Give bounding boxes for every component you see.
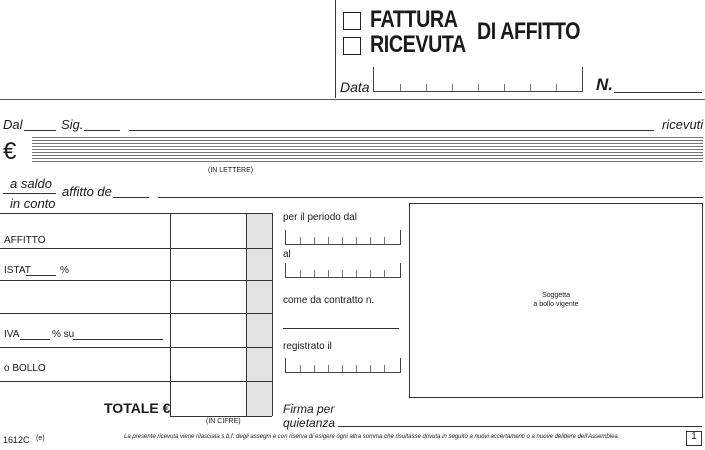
numero-label: N. <box>596 75 613 94</box>
header-divider <box>335 0 336 98</box>
dal-field[interactable] <box>24 130 56 131</box>
data-date-field[interactable] <box>373 67 583 92</box>
saldo-divider <box>3 193 56 194</box>
stamp-text-2: a bollo vigente <box>533 301 579 308</box>
legal-note: La presente ricevuta viene rilasciata s.b.f. degli assegni e con riserva di esigere ogni altra somma che risultasse dovuta in seguito a nuovi accertamenti o a nuove delibere dell'Assemblea. <box>124 434 620 440</box>
contratto-label: come da contratto n. <box>283 295 375 306</box>
ricevuti-label: ricevuti <box>662 117 704 132</box>
a-saldo-label: a saldo <box>10 176 52 191</box>
data-label: Data <box>340 79 370 95</box>
affitto-de-label: affitto de <box>62 184 112 199</box>
fattura-checkbox[interactable] <box>343 12 361 30</box>
iva-field[interactable] <box>20 339 50 340</box>
al-date-field[interactable] <box>285 263 401 278</box>
iva-suffix: % su <box>52 329 75 340</box>
dal-label: Dal <box>3 117 23 132</box>
numero-field[interactable] <box>614 92 702 93</box>
firma-label-1: Firma per <box>283 402 335 416</box>
euro-sign: € <box>3 138 17 165</box>
sig-label: Sig. <box>61 117 84 132</box>
in-conto-label: in conto <box>10 196 56 211</box>
row-bollo-label: o BOLLO <box>4 363 46 374</box>
periodo-dal-date-field[interactable] <box>285 230 401 245</box>
totale-label: TOTALE € <box>104 400 171 416</box>
page-number: 1 <box>691 431 697 442</box>
in-cifre-label: (IN CIFRE) <box>206 418 241 425</box>
ricevuta-checkbox[interactable] <box>343 37 361 55</box>
section-divider <box>0 99 705 100</box>
form-code-suffix: (e) <box>36 435 45 442</box>
amount-in-words-field[interactable] <box>32 137 703 163</box>
registrato-date-field[interactable] <box>285 358 401 373</box>
firma-label-2: quietanza <box>283 416 336 430</box>
di-affitto-title: DI AFFITTO <box>477 18 581 45</box>
ricevuta-title: RICEVUTA <box>370 31 466 58</box>
in-lettere-label: (IN LETTERE) <box>208 167 254 174</box>
istat-field[interactable] <box>26 275 56 276</box>
affitto-de-field[interactable] <box>158 197 703 198</box>
iva-base-field[interactable] <box>73 339 163 340</box>
contratto-field[interactable] <box>283 328 399 329</box>
form-code: 1612C <box>3 435 30 445</box>
affitto-de-field-short[interactable] <box>113 197 149 198</box>
fattura-title: FATTURA <box>370 6 458 33</box>
al-label: al <box>283 249 291 260</box>
stamp-text-1: Soggetta <box>541 292 571 299</box>
registrato-label: registrato il <box>283 341 332 352</box>
periodo-dal-label: per il periodo dal <box>283 212 357 223</box>
row-istat-label: ISTAT <box>4 265 31 276</box>
firma-field[interactable] <box>338 426 702 427</box>
istat-percent: % <box>60 265 69 276</box>
row-iva-label: IVA <box>4 329 20 340</box>
row-affitto-label: AFFITTO <box>4 235 46 246</box>
sig-field[interactable] <box>129 130 654 131</box>
sig-field-short[interactable] <box>84 130 120 131</box>
